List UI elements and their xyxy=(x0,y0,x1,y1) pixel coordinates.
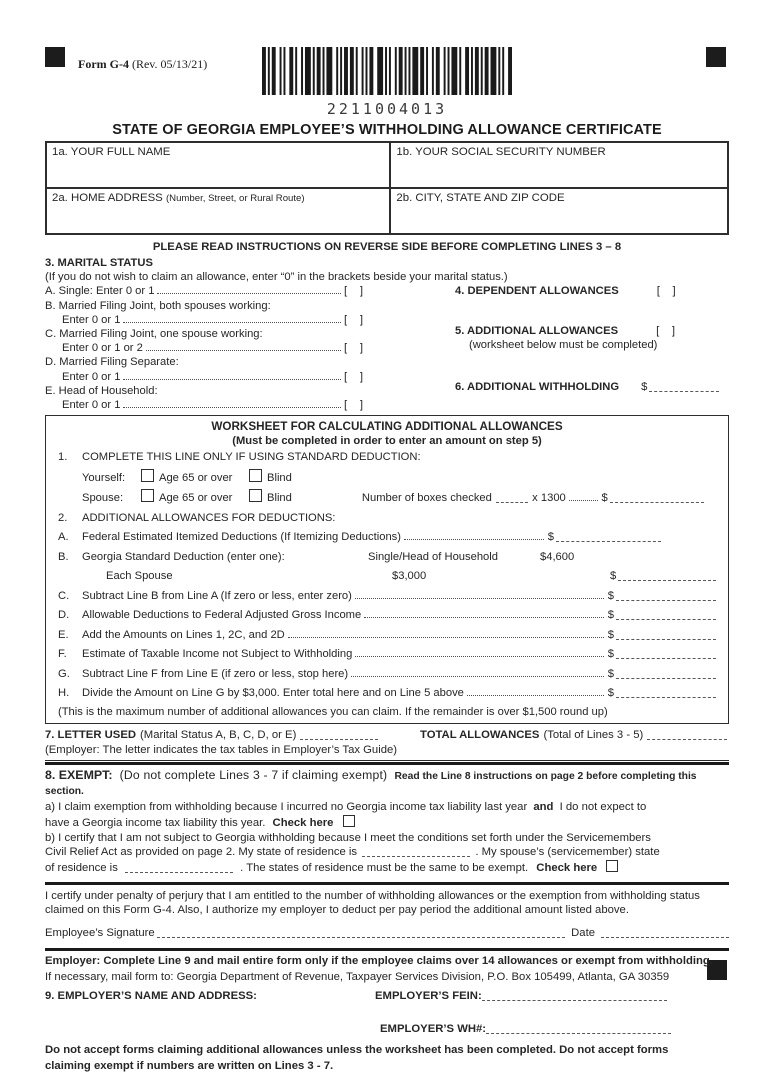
dot-leader xyxy=(467,695,604,696)
dependent-allowances-label: 4. DEPENDENT ALLOWANCES xyxy=(455,285,619,298)
letter-used-hint: (Marital Status A, B, C, D, or E) xyxy=(140,728,297,741)
marital-c-entry-brackets[interactable]: [ ] xyxy=(344,342,363,355)
line-2d-number: D. xyxy=(58,609,70,622)
line-2a-number: A. xyxy=(58,531,69,544)
exempt-b-check-label: Check here xyxy=(536,861,598,874)
letter-used-label: 7. LETTER USED xyxy=(45,728,137,741)
dot-leader xyxy=(123,407,341,408)
marital-option-a-row xyxy=(45,284,363,298)
additional-allowances-note: (worksheet below must be completed) xyxy=(469,338,658,351)
marital-option-d-enter: Enter 0 or 1 xyxy=(62,370,121,383)
worksheet-line1-row xyxy=(58,448,716,468)
line-2a-amount-blank[interactable] xyxy=(556,541,661,542)
checkbox-yourself-age65[interactable] xyxy=(141,469,154,482)
dot-leader xyxy=(157,293,341,294)
home-address-label: 2a. HOME ADDRESS xyxy=(52,192,163,204)
marital-option-e-enter: Enter 0 or 1 xyxy=(62,399,121,412)
additional-withholding-row xyxy=(455,380,725,394)
form-title: STATE OF GEORGIA EMPLOYEE’S WITHHOLDING ALLOWANCE CERTIFICATE xyxy=(112,122,662,138)
home-address-hint: (Number, Street, or Rural Route) xyxy=(165,193,305,204)
age65-label: Age 65 or over xyxy=(159,471,233,484)
dollar-sign: $ xyxy=(607,667,614,680)
dollar-sign: $ xyxy=(607,589,614,602)
exempt-b-text4: of residence is xyxy=(45,861,118,874)
marital-option-c-row xyxy=(45,341,363,355)
signature-label: Employee’s Signature xyxy=(45,927,155,940)
employer-wh-label: EMPLOYER’S WH#: xyxy=(380,1022,487,1035)
employer-wh-row xyxy=(380,1022,729,1038)
employer-warning-line2: claiming exempt if numbers are written on Lines 3 - 7. xyxy=(45,1059,334,1072)
dollar-sign: $ xyxy=(641,381,648,394)
line-2b-amount-blank[interactable] xyxy=(618,580,716,581)
dot-leader xyxy=(355,656,603,657)
marital-option-b-enter: Enter 0 or 1 xyxy=(62,313,121,326)
exempt-b-line2 xyxy=(45,845,729,860)
instructions-banner: PLEASE READ INSTRUCTIONS ON REVERSE SIDE BEFORE COMPLETING LINES 3 – 8 xyxy=(152,241,622,253)
employer-fein-blank[interactable] xyxy=(482,1000,667,1001)
full-name-label: 1a. YOUR FULL NAME xyxy=(52,146,171,158)
employer-fein-label: EMPLOYER’S FEIN: xyxy=(375,990,482,1003)
line-2a-label: Federal Estimated Itemized Deductions (If Itemizing Deductions) xyxy=(82,531,401,544)
each-spouse-label: Each Spouse xyxy=(106,570,173,583)
marital-option-e-row xyxy=(45,398,363,412)
dot-leader xyxy=(355,598,604,599)
line-2d-label: Allowable Deductions to Federal Adjusted Gross Income xyxy=(82,609,362,622)
line-2e-amount-blank[interactable] xyxy=(616,639,716,640)
exempt-a-text3: have a Georgia income tax liability this year. xyxy=(45,816,266,829)
ssn-label: 1b. YOUR SOCIAL SECURITY NUMBER xyxy=(396,146,606,158)
marital-option-a-label: A. Single: Enter 0 or 1 xyxy=(45,285,155,298)
checkbox-spouse-age65[interactable] xyxy=(141,489,154,502)
marital-option-e-label: E. Head of Household: xyxy=(45,384,158,397)
exempt-a-text1: a) I claim exemption from withholding because I incurred no Georgia income tax liability last year xyxy=(45,801,528,814)
full-name-field[interactable] xyxy=(46,142,390,188)
total-allowances-hint: (Total of Lines 3 - 5) xyxy=(543,728,644,741)
form-body xyxy=(45,122,729,1074)
employer-line9-row xyxy=(45,989,729,1005)
line-2d-amount-blank[interactable] xyxy=(616,619,716,620)
exempt-heading-hint: (Do not complete Lines 3 - 7 if claiming exempt) xyxy=(119,767,388,782)
certification-text-line2: claimed on this Form G-4. Also, I authorize my employer to deduct per pay period the additional amount listed above. xyxy=(45,904,629,917)
certification-text-line1: I certify under penalty of perjury that I am entitled to the number of withholding allowances or the exemption from withholding status xyxy=(45,889,700,902)
additional-withholding-label: 6. ADDITIONAL WITHHOLDING xyxy=(455,381,620,394)
line-2g-amount-blank[interactable] xyxy=(616,678,716,679)
dollar-sign: $ xyxy=(610,570,617,583)
line1-amount-blank[interactable] xyxy=(610,502,704,503)
spouse-label: Spouse: xyxy=(82,492,124,505)
dependent-allowances-row xyxy=(455,284,725,298)
exempt-a-check-label: Check here xyxy=(272,816,334,829)
blind-label: Blind xyxy=(267,471,292,484)
line-2f-number: F. xyxy=(58,648,67,661)
line-2c-amount-blank[interactable] xyxy=(616,600,716,601)
exempt-b-text2: Civil Relief Act as provided on page 2. My state of residence is xyxy=(45,846,358,859)
line-2h-amount-blank[interactable] xyxy=(616,697,716,698)
dot-leader xyxy=(146,350,341,351)
additional-allowances-label: 5. ADDITIONAL ALLOWANCES xyxy=(455,324,619,337)
worksheet-title: WORKSHEET FOR CALCULATING ADDITIONAL ALLOWANCES xyxy=(211,420,563,434)
line2-number: 2. xyxy=(58,511,68,524)
line-2e-label: Add the Amounts on Lines 1, 2C, and 2D xyxy=(82,628,285,641)
line-2h-number: H. xyxy=(58,687,70,700)
home-address-field[interactable] xyxy=(46,188,390,234)
dot-leader xyxy=(288,637,604,638)
dollar-sign: $ xyxy=(547,531,554,544)
exempt-section xyxy=(45,765,729,876)
city-state-zip-field[interactable] xyxy=(390,188,728,234)
single-head-label: Single/Head of Household xyxy=(368,550,498,563)
line-2h-row xyxy=(58,684,716,704)
certification-section xyxy=(45,885,729,947)
form-number: Form G-4 xyxy=(78,57,129,71)
ssn-field[interactable] xyxy=(390,142,728,188)
exempt-a-line1 xyxy=(45,800,729,815)
signature-row xyxy=(45,926,729,941)
boxes-checked-label: Number of boxes checked xyxy=(361,492,492,505)
state-of-residence-blank[interactable] xyxy=(362,856,470,857)
dollar-sign: $ xyxy=(601,492,608,505)
employer-mail-note: If necessary, mail form to: Georgia Department of Revenue, Taxpayer Services Division, P.O. Box 105499, Atlanta, GA 30359 xyxy=(45,970,670,983)
barcode-number: 2211004013 xyxy=(326,100,448,118)
single-head-amount: $4,600 xyxy=(540,550,575,563)
exempt-b-line3 xyxy=(45,860,729,876)
dot-leader xyxy=(364,617,604,618)
spouse-state-of-residence-blank[interactable] xyxy=(125,872,233,873)
dot-leader xyxy=(123,379,341,380)
line-2g-number: G. xyxy=(58,667,70,680)
blind-label: Blind xyxy=(267,492,292,505)
worksheet-box xyxy=(45,415,729,724)
date-blank[interactable] xyxy=(601,937,729,938)
dot-leader xyxy=(569,500,598,501)
worksheet-subtitle: (Must be completed in order to enter an amount on step 5) xyxy=(232,435,542,448)
dollar-sign: $ xyxy=(607,609,614,622)
yourself-row xyxy=(58,468,716,489)
employee-signature-blank[interactable] xyxy=(157,937,565,938)
dollar-sign: $ xyxy=(607,648,614,661)
line-2g-row xyxy=(58,665,716,685)
age65-label: Age 65 or over xyxy=(159,492,233,505)
marital-e-entry-brackets[interactable]: [ ] xyxy=(344,399,363,412)
dependent-allowances-brackets[interactable]: [ ] xyxy=(656,285,676,298)
dollar-sign: $ xyxy=(607,687,614,700)
employer-bold-note: Employer: Complete Line 9 and mail entire form only if the employee claims over 14 allowances or exempt from withholding. xyxy=(45,955,713,968)
date-label: Date xyxy=(571,927,595,940)
exempt-b-text3: . My spouse’s (servicemember) state xyxy=(475,846,660,859)
employer-warning-line1: Do not accept forms claiming additional allowances unless the worksheet has been completed. Do not accept forms xyxy=(45,1044,669,1057)
letter-used-section xyxy=(45,724,729,761)
dot-leader xyxy=(351,676,604,677)
marital-option-b-label: B. Married Filing Joint, both spouses working: xyxy=(45,299,271,312)
additional-allowances-brackets[interactable]: [ ] xyxy=(656,324,676,337)
line2-label: ADDITIONAL ALLOWANCES FOR DEDUCTIONS: xyxy=(82,511,336,524)
exempt-a-text2: I do not expect to xyxy=(559,801,647,814)
barcode-image xyxy=(262,47,512,95)
marital-option-d-row xyxy=(45,370,363,384)
line-2f-row xyxy=(58,645,716,665)
line-2c-row xyxy=(58,587,716,607)
employer-wh-blank[interactable] xyxy=(486,1033,671,1034)
allowances-column xyxy=(455,284,729,412)
additional-withholding-amount-blank[interactable] xyxy=(649,391,719,392)
employer-warning xyxy=(45,1043,729,1074)
line-2g-label: Subtract Line F from Line E (if zero or less, stop here) xyxy=(82,667,349,680)
total-allowances-label: TOTAL ALLOWANCES xyxy=(420,728,540,741)
marital-options-column xyxy=(45,284,363,412)
each-spouse-row xyxy=(58,567,716,587)
exempt-b-text5: . The states of residence must be the same to be exempt. xyxy=(240,861,529,874)
registration-mark-top-right xyxy=(706,47,726,67)
checkbox-spouse-blind[interactable] xyxy=(249,489,262,502)
employer-name-address-label: 9. EMPLOYER’S NAME AND ADDRESS: xyxy=(45,990,257,1003)
exempt-b-line1: b) I certify that I am not subject to Georgia withholding because I meet the conditions set forth under the Servicemembers xyxy=(45,831,651,844)
worksheet-footnote: (This is the maximum number of additional allowances you can claim. If the remainder is over $1,500 round up) xyxy=(58,705,608,718)
dollar-sign: $ xyxy=(607,628,614,641)
marital-a-entry-brackets[interactable]: [ ] xyxy=(344,285,363,298)
line-2b-label: Georgia Standard Deduction (enter one): xyxy=(82,550,285,563)
identity-table xyxy=(45,141,729,235)
multiplier-label: x 1300 xyxy=(532,492,566,505)
line1-label: COMPLETE THIS LINE ONLY IF USING STANDARD DEDUCTION: xyxy=(82,451,421,464)
line-2c-number: C. xyxy=(58,589,70,602)
marital-option-d-label: D. Married Filing Separate: xyxy=(45,356,179,369)
yourself-label: Yourself: xyxy=(82,471,126,484)
dot-leader xyxy=(404,539,544,540)
total-allowances-blank[interactable] xyxy=(647,739,727,740)
exempt-instructions-note: Read the Line 8 instructions on page 2 before completing this section. xyxy=(45,770,697,798)
line-2d-row xyxy=(58,606,716,626)
line1-number: 1. xyxy=(58,451,68,464)
exempt-a-and: and xyxy=(533,801,554,814)
marital-d-entry-brackets[interactable]: [ ] xyxy=(344,370,363,383)
employer-tax-guide-note: (Employer: The letter indicates the tax tables in Employer’s Tax Guide) xyxy=(45,743,398,756)
letter-used-blank[interactable] xyxy=(300,739,378,740)
barcode-block xyxy=(262,47,512,118)
line-2c-label: Subtract Line B from Line A (If zero or less, enter zero) xyxy=(82,589,352,602)
employer-section xyxy=(45,951,729,1074)
line-2f-label: Estimate of Taxable Income not Subject to Withholding xyxy=(82,648,353,661)
checkbox-exempt-a[interactable] xyxy=(343,815,355,827)
marital-option-c-enter: Enter 0 or 1 or 2 xyxy=(62,342,143,355)
line-2f-amount-blank[interactable] xyxy=(616,658,716,659)
line-2a-row xyxy=(58,528,716,548)
additional-allowances-row xyxy=(455,324,725,338)
line-2h-label: Divide the Amount on Line G by $3,000. Enter total here and on Line 5 above xyxy=(82,687,464,700)
boxes-checked-count-blank[interactable] xyxy=(496,502,528,503)
marital-option-b-row xyxy=(45,313,363,327)
line-2e-number: E. xyxy=(58,628,69,641)
form-revision-date: (Rev. 05/13/21) xyxy=(128,57,208,71)
exempt-heading: 8. EXEMPT: xyxy=(45,767,113,782)
marital-status-note: (If you do not wish to claim an allowance, enter “0” in the brackets beside your marital status.) xyxy=(45,271,508,284)
marital-status-heading: 3. MARITAL STATUS xyxy=(45,257,153,269)
checkbox-yourself-blind[interactable] xyxy=(249,469,262,482)
marital-b-entry-brackets[interactable]: [ ] xyxy=(344,313,363,326)
exempt-heading-row xyxy=(45,768,729,800)
each-spouse-amount: $3,000 xyxy=(392,570,427,583)
marital-option-c-label: C. Married Filing Joint, one spouse working: xyxy=(45,328,263,341)
city-state-zip-label: 2b. CITY, STATE AND ZIP CODE xyxy=(396,192,565,204)
line-2e-row xyxy=(58,626,716,646)
registration-mark-top-left xyxy=(45,47,65,67)
worksheet-line2-row xyxy=(58,509,716,529)
exempt-a-line2 xyxy=(45,815,729,831)
checkbox-exempt-b[interactable] xyxy=(606,860,618,872)
line-2b-row xyxy=(58,548,716,568)
form-revision-label xyxy=(78,57,207,72)
line-2b-number: B. xyxy=(58,550,69,563)
marital-status-section xyxy=(45,256,729,412)
spouse-row xyxy=(58,488,716,509)
dot-leader xyxy=(123,322,341,323)
